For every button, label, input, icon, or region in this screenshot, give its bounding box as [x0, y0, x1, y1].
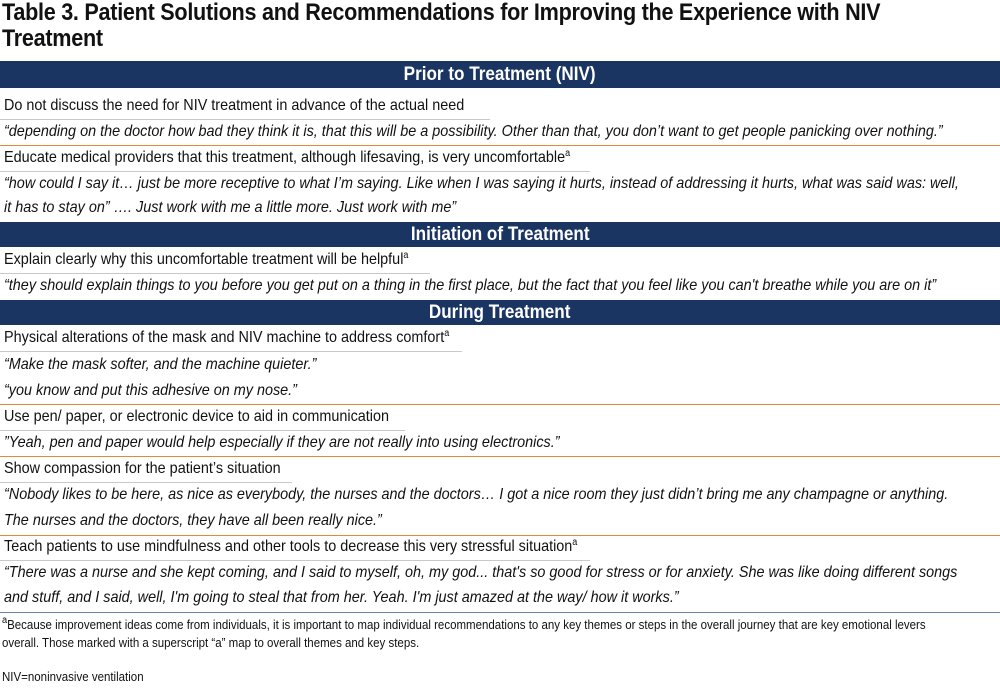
recommendation-text: Educate medical providers that this treatment, although lifesaving, is very uncomfortable [4, 149, 566, 166]
section-header-during [0, 300, 1000, 325]
recommendation-text: Physical alterations of the mask and NIV machine to address comfort [4, 329, 445, 346]
superscript-a: a [403, 250, 409, 261]
quote-row: “Make the mask softer, and the machine quieter.” [4, 356, 317, 373]
superscript-a: a [572, 537, 578, 548]
quote-row: “they should explain things to you before you get put on a thing in the first place, but the fact that you feel like you can't breathe while you are on it” [4, 277, 937, 294]
row-divider [0, 273, 430, 274]
table-bottom-rule [0, 612, 1000, 613]
row-divider [0, 456, 1000, 457]
row-divider [0, 560, 590, 561]
recommendation-row [4, 251, 408, 269]
recommendation-text: Teach patients to use mindfulness and other tools to decrease this very stressful situation [4, 538, 573, 555]
row-divider [0, 171, 590, 172]
footnote-a [2, 615, 926, 632]
recommendation-row: Do not discuss the need for NIV treatment in advance of the actual need [4, 97, 465, 114]
row-divider [0, 145, 1000, 146]
quote-row: “depending on the doctor how bad they think it is, that this will be a possibility. Other than that, you don’t want to get people panicking over nothing.” [4, 123, 943, 140]
table-title: Table 3. Patient Solutions and Recommendations for Improving the Experience with NIV Treatment [2, 0, 881, 52]
section-label: Prior to Treatment (NIV) [404, 64, 596, 85]
row-divider [0, 430, 405, 431]
quote-row: “Nobody likes to be here, as nice as everybody, the nurses and the doctors… I got a nice room they just didn’t bring me any champagne or anything. [4, 486, 949, 503]
quote-row: and stuff, and I said, well, I'm going to steal that from her. Yeah. I'm just amazed at the way/ how it works.” [4, 589, 679, 606]
recommendation-row [4, 149, 570, 167]
quote-row: The nurses and the doctors, they have all been really nice.” [4, 512, 382, 529]
row-divider [0, 119, 490, 120]
section-header-prior [0, 61, 1000, 88]
section-label: During Treatment [429, 302, 571, 323]
row-divider [0, 535, 1000, 536]
recommendation-text: Explain clearly why this uncomfortable treatment will be helpful [4, 251, 404, 268]
section-label: Initiation of Treatment [410, 224, 590, 245]
recommendation-row [4, 538, 577, 556]
recommendation-row: Show compassion for the patient’s situation [4, 460, 281, 477]
quote-row: “There was a nurse and she kept coming, and I said to myself, oh, my god... that's so good for stress or for anxiety. She was like doing different songs [4, 564, 958, 581]
abbreviation-note: NIV=noninvasive ventilation [2, 670, 144, 684]
quote-row: “how could I say it… just be more receptive to what I’m saying. Like when I was saying it hurts, instead of addressing it hurts, what was said was: well, [4, 175, 959, 192]
quote-row: “you know and put this adhesive on my nose.” [4, 382, 297, 399]
footnote-mark: a [2, 615, 8, 626]
row-divider [0, 404, 1000, 405]
row-divider [0, 351, 462, 352]
recommendation-row: Use pen/ paper, or electronic device to aid in communication [4, 408, 390, 425]
quote-row: it has to stay on” …. Just work with me a little more. Just work with me” [4, 199, 457, 216]
footnote-text: Because improvement ideas come from individuals, it is important to map individual recommendations to any key themes or steps in the overall journey that are key emotional levers [7, 618, 926, 632]
recommendation-row [4, 329, 449, 347]
footnote-a-continued: overall. Those marked with a superscript “a” map to overall themes and key steps. [2, 636, 420, 650]
section-header-initiation [0, 222, 1000, 247]
row-divider [0, 482, 292, 483]
superscript-a: a [444, 328, 450, 339]
superscript-a: a [565, 148, 571, 159]
quote-row: ”Yeah, pen and paper would help especially if they are not really into using electronics.” [4, 434, 560, 451]
